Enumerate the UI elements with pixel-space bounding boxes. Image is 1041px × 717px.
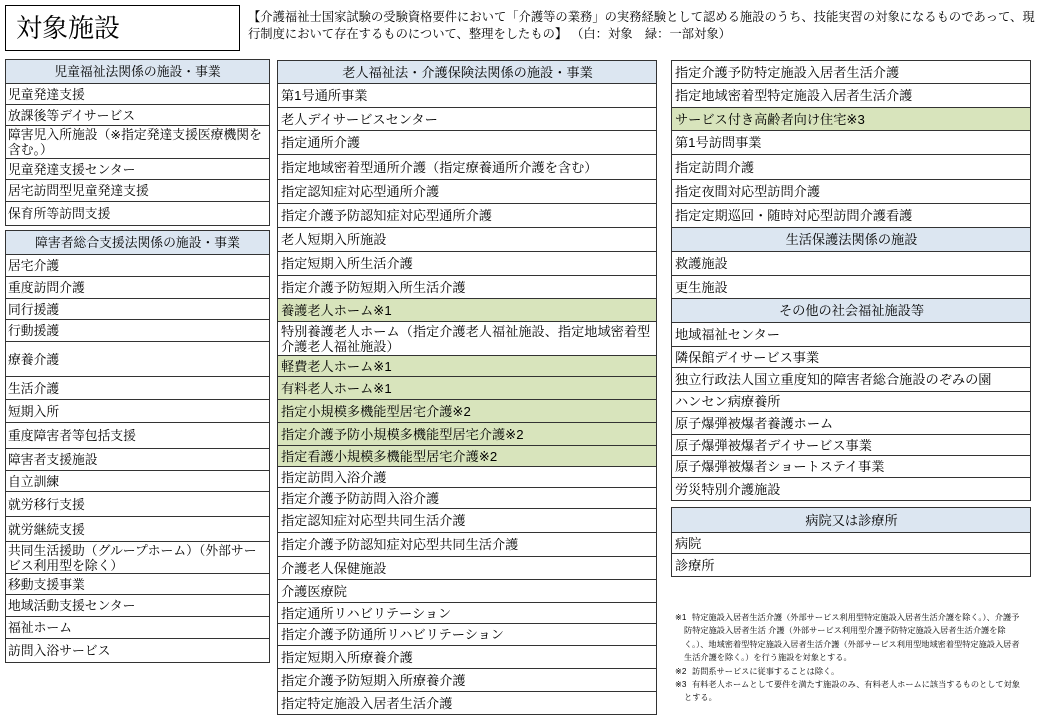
page-title: 対象施設: [5, 5, 240, 51]
facility-row: 指定介護予防認知症対応型共同生活介護: [277, 533, 657, 557]
facility-row: 生活介護: [5, 377, 270, 400]
facility-row: 地域活動支援センター: [5, 595, 270, 617]
page-description: [248, 9, 1040, 43]
facility-row: 行動援護: [5, 320, 270, 342]
facility-row: 指定特定施設入居者生活介護: [277, 692, 657, 715]
facility-row: 原子爆弾被爆者養護ホーム: [671, 412, 1031, 435]
facility-row: 診療所: [671, 554, 1031, 577]
section-child-welfare: [5, 59, 270, 226]
footnote-text: 訪問系サービスに従事することは除く。: [692, 666, 840, 676]
footnote: [675, 611, 1027, 665]
heading-other-social-welfare: その他の社会福祉施設等: [671, 299, 1031, 323]
facility-row: 指定通所リハビリテーション: [277, 603, 657, 624]
facility-row: 居宅訪問型児童発達支援: [5, 180, 270, 202]
facility-row: 軽費老人ホーム※1: [277, 356, 657, 377]
facility-row: 独立行政法人国立重度知的障害者総合施設のぞみの園: [671, 368, 1031, 392]
section-elderly-care: [277, 60, 657, 715]
facility-row: 原子爆弾被爆者デイサービス事業: [671, 435, 1031, 456]
column-middle: [277, 60, 657, 715]
facility-row: 就労移行支援: [5, 492, 270, 517]
footnote-mark: ※1: [675, 613, 687, 622]
section-public-assistance: [671, 228, 1031, 299]
facility-row: 病院: [671, 533, 1031, 554]
footnote: [675, 665, 1027, 678]
facility-row: 指定介護予防小規模多機能型居宅介護※2: [277, 423, 657, 446]
facility-row: 有料老人ホーム※1: [277, 377, 657, 400]
facility-row: 老人デイサービスセンター: [277, 108, 657, 131]
section-disability-support: [5, 230, 270, 663]
facility-row: 指定介護予防認知症対応型通所介護: [277, 204, 657, 228]
facility-row: 救護施設: [671, 252, 1031, 276]
facility-row: 共同生活援助（グループホーム）（外部サービス利用型を除く）: [5, 542, 270, 574]
facility-row: 原子爆弾被爆者ショートステイ事業: [671, 456, 1031, 478]
facility-row: 指定地域密着型特定施設入居者生活介護: [671, 84, 1031, 108]
facility-row: 第1号通所事業: [277, 84, 657, 108]
facility-row: 短期入所: [5, 400, 270, 423]
column-left: [5, 59, 270, 663]
facility-row: 指定地域密着型通所介護（指定療養通所介護を含む）: [277, 155, 657, 180]
footnote: [675, 678, 1027, 705]
facility-row: 指定介護予防訪問入浴介護: [277, 488, 657, 509]
facility-row: ハンセン病療養所: [671, 392, 1031, 412]
facility-row: 児童発達支援: [5, 84, 270, 105]
facility-row: 放課後等デイサービス: [5, 105, 270, 126]
heading-child-welfare-act: 児童福祉法関係の施設・事業: [5, 60, 270, 84]
facility-row: 指定介護予防短期入所生活介護: [277, 276, 657, 299]
facility-row: 介護老人保健施設: [277, 557, 657, 580]
facility-row: 隣保館デイサービス事業: [671, 347, 1031, 368]
facility-row: 指定夜間対応型訪問介護: [671, 180, 1031, 204]
facility-row: 自立訓練: [5, 471, 270, 492]
facility-row: 移動支援事業: [5, 574, 270, 595]
footnote-text: 有料老人ホームとして要件を満たす施設のみ、有料老人ホームに該当するものとして対象とする。: [684, 680, 1020, 703]
section-other-social-welfare: [671, 299, 1031, 501]
facility-row: 療養介護: [5, 342, 270, 377]
facility-row: 重度訪問介護: [5, 277, 270, 299]
facility-row: 指定介護予防短期入所療養介護: [277, 669, 657, 692]
facility-row: 指定看護小規模多機能型居宅介護※2: [277, 446, 657, 467]
facility-row: 指定短期入所生活介護: [277, 252, 657, 276]
facility-row: 同行援護: [5, 299, 270, 320]
heading-disability-support-act: 障害者総合支援法関係の施設・事業: [5, 231, 270, 255]
heading-public-assistance-act: 生活保護法関係の施設: [671, 228, 1031, 252]
facility-row: 指定介護予防通所リハビリテーション: [277, 624, 657, 646]
facility-row: 指定認知症対応型共同生活介護: [277, 509, 657, 533]
footnote-text: 特定施設入居者生活介護（外部サービス利用型特定施設入居者生活介護を除く。）、介護予防特定施設入居者生活 介護（外部サービス利用型介護予防特定施設入居者生活介護を除く。）、地域密着型特定施設入居者生活介護（外部サービス利用型地域密着型特定施設入居者生活介護を除く。）を行う施設を対象とする。: [684, 613, 1020, 663]
facility-row: 障害者支援施設: [5, 449, 270, 471]
facility-row: 特別養護老人ホーム（指定介護老人福祉施設、指定地域密着型介護老人福祉施設）: [277, 322, 657, 356]
facility-row: 福祉ホーム: [5, 617, 270, 639]
facility-row: 指定短期入所療養介護: [277, 646, 657, 669]
section-hospital-clinic: [671, 507, 1031, 577]
facility-row: 養護老人ホーム※1: [277, 299, 657, 322]
facility-row: 指定通所介護: [277, 131, 657, 155]
heading-elderly-care-insurance-act: 老人福祉法・介護保険法関係の施設・事業: [277, 61, 657, 84]
facility-row: 指定定期巡回・随時対応型訪問介護看護: [671, 204, 1031, 228]
facility-row: 保育所等訪問支援: [5, 202, 270, 226]
facility-row: 指定認知症対応型通所介護: [277, 180, 657, 204]
facility-row: 訪問入浴サービス: [5, 639, 270, 663]
facility-row: 労災特別介護施設: [671, 478, 1031, 501]
facility-row: 更生施設: [671, 276, 1031, 299]
color-legend: （白：対象 緑：一部対象）: [577, 27, 731, 41]
column-right: [671, 60, 1031, 577]
description-text: 【介護福祉士国家試験の受験資格要件において「介護等の業務」の実務経験として認める施設のうち、技能実習の対象になるものであって、現行制度において存在するものについて、整理をしたもの】: [248, 10, 1035, 41]
facility-row: 指定介護予防特定施設入居者生活介護: [671, 61, 1031, 84]
section-elderly-care-continued: [671, 60, 1031, 228]
facility-row: 就労継続支援: [5, 517, 270, 542]
facility-row: 障害児入所施設（※指定発達支援医療機関を含む。）: [5, 126, 270, 159]
facility-row: 指定訪問入浴介護: [277, 467, 657, 488]
facility-row: 第1号訪問事業: [671, 131, 1031, 155]
footnote-mark: ※2: [675, 666, 687, 676]
footnote-mark: ※3: [675, 680, 687, 690]
facility-row: 児童発達支援センター: [5, 159, 270, 180]
heading-hospital-clinic: 病院又は診療所: [671, 508, 1031, 533]
facility-row: サービス付き高齢者向け住宅※3: [671, 108, 1031, 131]
facility-row: 地域福祉センター: [671, 323, 1031, 347]
facility-row: 指定小規模多機能型居宅介護※2: [277, 400, 657, 423]
facility-row: 指定訪問介護: [671, 155, 1031, 180]
facility-row: 介護医療院: [277, 580, 657, 603]
facility-row: 重度障害者等包括支援: [5, 423, 270, 449]
facility-row: 老人短期入所施設: [277, 228, 657, 252]
facility-row: 居宅介護: [5, 255, 270, 277]
footnotes: [675, 611, 1027, 705]
